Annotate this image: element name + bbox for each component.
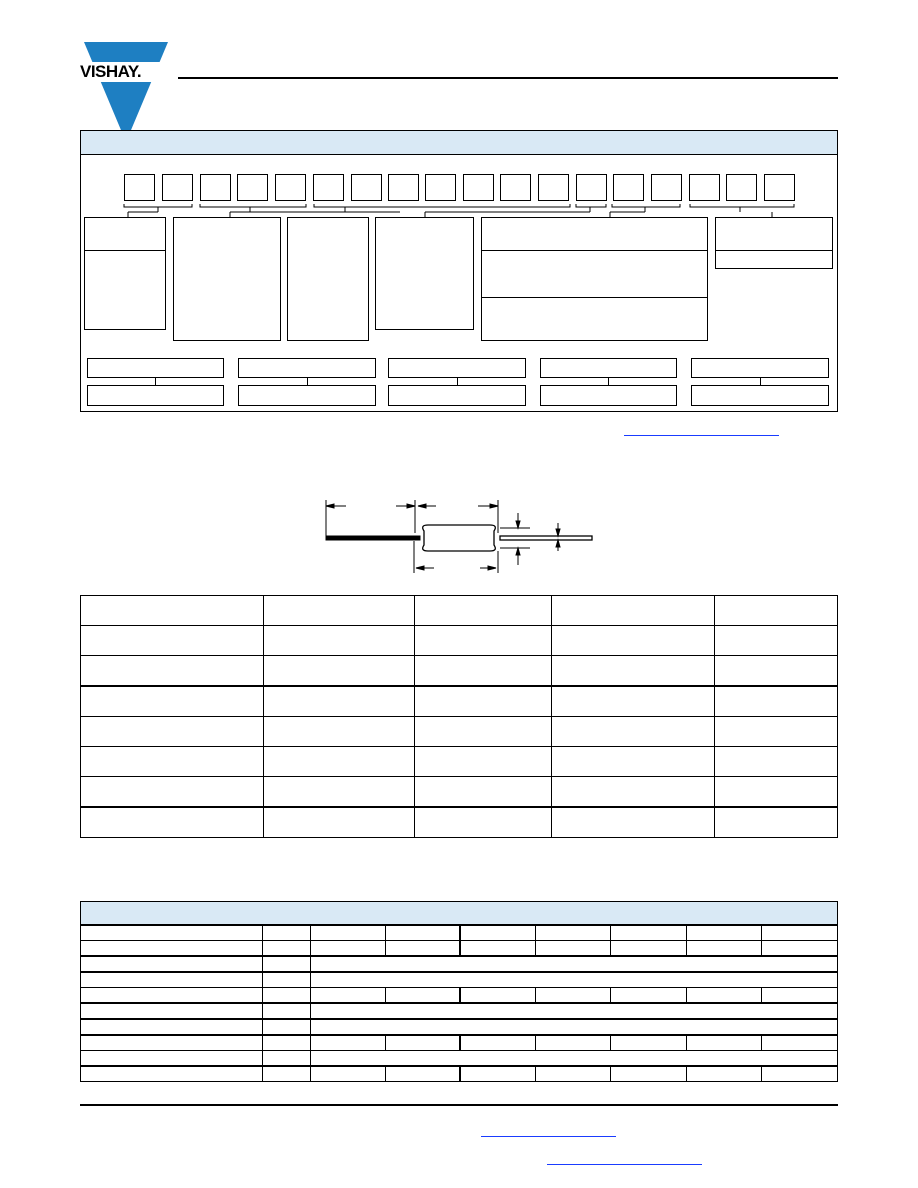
table-cell xyxy=(262,956,310,972)
field-box-1 xyxy=(84,217,166,330)
table-cell xyxy=(310,972,837,988)
table-row xyxy=(81,988,838,1004)
table-cell xyxy=(460,1035,536,1051)
table-cell xyxy=(762,1035,838,1051)
table-row xyxy=(81,777,838,808)
example-connector xyxy=(457,378,458,385)
digit-box xyxy=(162,174,193,201)
table-cell xyxy=(262,1066,310,1082)
table-cell xyxy=(715,777,838,808)
dimensions-table xyxy=(80,595,838,838)
table-cell xyxy=(385,988,460,1004)
table-cell xyxy=(460,941,536,957)
table-cell xyxy=(414,717,552,747)
table-row xyxy=(81,656,838,687)
spec-table xyxy=(80,925,838,1082)
table-cell xyxy=(81,1035,263,1051)
table-cell xyxy=(81,1051,263,1067)
table-cell xyxy=(262,988,310,1004)
table-cell xyxy=(460,926,536,941)
table-cell xyxy=(310,926,385,941)
table-row xyxy=(81,1035,838,1051)
table-cell xyxy=(536,988,611,1004)
table-cell xyxy=(536,926,611,941)
table-cell xyxy=(552,807,715,838)
table-cell xyxy=(81,941,263,957)
table-cell xyxy=(715,807,838,838)
table-cell xyxy=(611,1035,687,1051)
example-top-box xyxy=(691,358,829,378)
table-cell xyxy=(611,988,687,1004)
table-cell xyxy=(385,1035,460,1051)
example-bottom-box xyxy=(87,385,224,406)
table-cell xyxy=(687,988,762,1004)
table-cell xyxy=(687,1066,762,1082)
table-cell xyxy=(262,1019,310,1035)
footer-rule xyxy=(80,1104,838,1106)
table-row xyxy=(81,1003,838,1019)
table-cell xyxy=(536,1035,611,1051)
table-cell xyxy=(262,926,310,941)
example-top-box xyxy=(540,358,677,378)
table-cell xyxy=(263,686,414,717)
table-cell xyxy=(81,717,264,747)
table-cell xyxy=(552,596,715,626)
table-cell xyxy=(385,941,460,957)
example-bottom-box xyxy=(388,385,526,406)
table-cell xyxy=(460,1066,536,1082)
table-cell xyxy=(687,1035,762,1051)
digit-box xyxy=(237,174,268,201)
example-top-box xyxy=(388,358,526,378)
field-box-6 xyxy=(715,217,833,269)
example-top-box xyxy=(238,358,376,378)
example-connector xyxy=(608,378,609,385)
digit-box xyxy=(651,174,682,201)
vishay-logo xyxy=(80,42,172,142)
example-bottom-box xyxy=(540,385,677,406)
table-cell xyxy=(263,656,414,687)
footer-link-1[interactable] xyxy=(481,1136,616,1137)
table-cell xyxy=(552,717,715,747)
table-cell xyxy=(611,926,687,941)
field-box-2 xyxy=(173,217,281,341)
field-box-4 xyxy=(375,217,474,330)
table-cell xyxy=(81,626,264,656)
table-cell xyxy=(385,926,460,941)
digit-box xyxy=(613,174,644,201)
field-box-5 xyxy=(481,217,708,341)
table-cell xyxy=(715,686,838,717)
part-number-header xyxy=(81,131,837,155)
table-cell xyxy=(414,747,552,777)
table-cell xyxy=(715,626,838,656)
table-cell xyxy=(81,656,264,687)
example-connector xyxy=(155,378,156,385)
table-cell xyxy=(611,941,687,957)
digit-box xyxy=(200,174,231,201)
table-cell xyxy=(552,777,715,808)
table-cell xyxy=(715,596,838,626)
digit-box xyxy=(275,174,306,201)
brand-name: VISHAY. xyxy=(80,62,142,81)
table-cell xyxy=(611,1066,687,1082)
table-cell xyxy=(262,1003,310,1019)
digit-box xyxy=(388,174,419,201)
table-cell xyxy=(263,777,414,808)
table-row xyxy=(81,747,838,777)
table-cell xyxy=(762,988,838,1004)
table-cell xyxy=(81,1019,263,1035)
digit-box xyxy=(500,174,531,201)
table-row xyxy=(81,956,838,972)
table-row xyxy=(81,972,838,988)
table-cell xyxy=(81,956,263,972)
table-cell xyxy=(81,988,263,1004)
table-cell xyxy=(715,747,838,777)
table-cell xyxy=(552,686,715,717)
table-row xyxy=(81,596,838,626)
table-cell xyxy=(310,988,385,1004)
field-box-3 xyxy=(287,217,369,341)
header-rule xyxy=(178,77,838,79)
table-cell xyxy=(81,972,263,988)
table-cell xyxy=(310,1003,837,1019)
table-row xyxy=(81,717,838,747)
digit-box xyxy=(124,174,155,201)
table-cell xyxy=(715,717,838,747)
table-row xyxy=(81,807,838,838)
table-cell xyxy=(310,1019,837,1035)
table-cell xyxy=(81,807,264,838)
table-cell xyxy=(414,686,552,717)
digit-box xyxy=(576,174,607,201)
table-cell xyxy=(81,686,264,717)
table-cell xyxy=(263,807,414,838)
table-cell xyxy=(310,1051,837,1067)
table-cell xyxy=(262,1035,310,1051)
example-bottom-box xyxy=(238,385,376,406)
example-top-box xyxy=(87,358,224,378)
table-cell xyxy=(762,1066,838,1082)
table-cell xyxy=(81,747,264,777)
digit-box xyxy=(463,174,494,201)
digit-box xyxy=(726,174,757,201)
table-cell xyxy=(715,656,838,687)
table-cell xyxy=(687,941,762,957)
digit-box xyxy=(313,174,344,201)
table-row xyxy=(81,926,838,941)
digit-box xyxy=(764,174,795,201)
table-cell xyxy=(81,926,263,941)
table-cell xyxy=(414,807,552,838)
table-cell xyxy=(262,972,310,988)
hyperlink-underline[interactable] xyxy=(624,435,779,436)
table-cell xyxy=(536,941,611,957)
table-cell xyxy=(536,1066,611,1082)
example-bottom-box xyxy=(691,385,829,406)
table-cell xyxy=(385,1066,460,1082)
table-cell xyxy=(310,1035,385,1051)
table-row xyxy=(81,941,838,957)
example-connector xyxy=(307,378,308,385)
table-cell xyxy=(81,1066,263,1082)
table-cell xyxy=(262,941,310,957)
table-row xyxy=(81,1051,838,1067)
digit-box xyxy=(351,174,382,201)
example-connector xyxy=(760,378,761,385)
table-row xyxy=(81,1066,838,1082)
table-cell xyxy=(762,941,838,957)
table-cell xyxy=(263,626,414,656)
digit-box xyxy=(425,174,456,201)
table-cell xyxy=(263,747,414,777)
table-cell xyxy=(552,747,715,777)
table-cell xyxy=(81,1003,263,1019)
table-cell xyxy=(687,926,762,941)
table-cell xyxy=(263,596,414,626)
table-cell xyxy=(414,596,552,626)
table-cell xyxy=(81,596,264,626)
table-cell xyxy=(414,777,552,808)
table-row xyxy=(81,626,838,656)
table-cell xyxy=(310,956,837,972)
digit-box xyxy=(689,174,720,201)
table-cell xyxy=(460,988,536,1004)
table-cell xyxy=(414,626,552,656)
table-cell xyxy=(81,777,264,808)
table-cell xyxy=(414,656,552,687)
table-cell xyxy=(552,656,715,687)
table-cell xyxy=(263,717,414,747)
table-row xyxy=(81,686,838,717)
table-cell xyxy=(310,1066,385,1082)
table-cell xyxy=(262,1051,310,1067)
table-cell xyxy=(310,941,385,957)
footer-link-2[interactable] xyxy=(547,1164,702,1165)
digit-box xyxy=(538,174,569,201)
table-cell xyxy=(762,926,838,941)
table-cell xyxy=(552,626,715,656)
table-row xyxy=(81,1019,838,1035)
spec-table-header xyxy=(80,901,838,925)
component-outline-drawing xyxy=(320,495,600,575)
